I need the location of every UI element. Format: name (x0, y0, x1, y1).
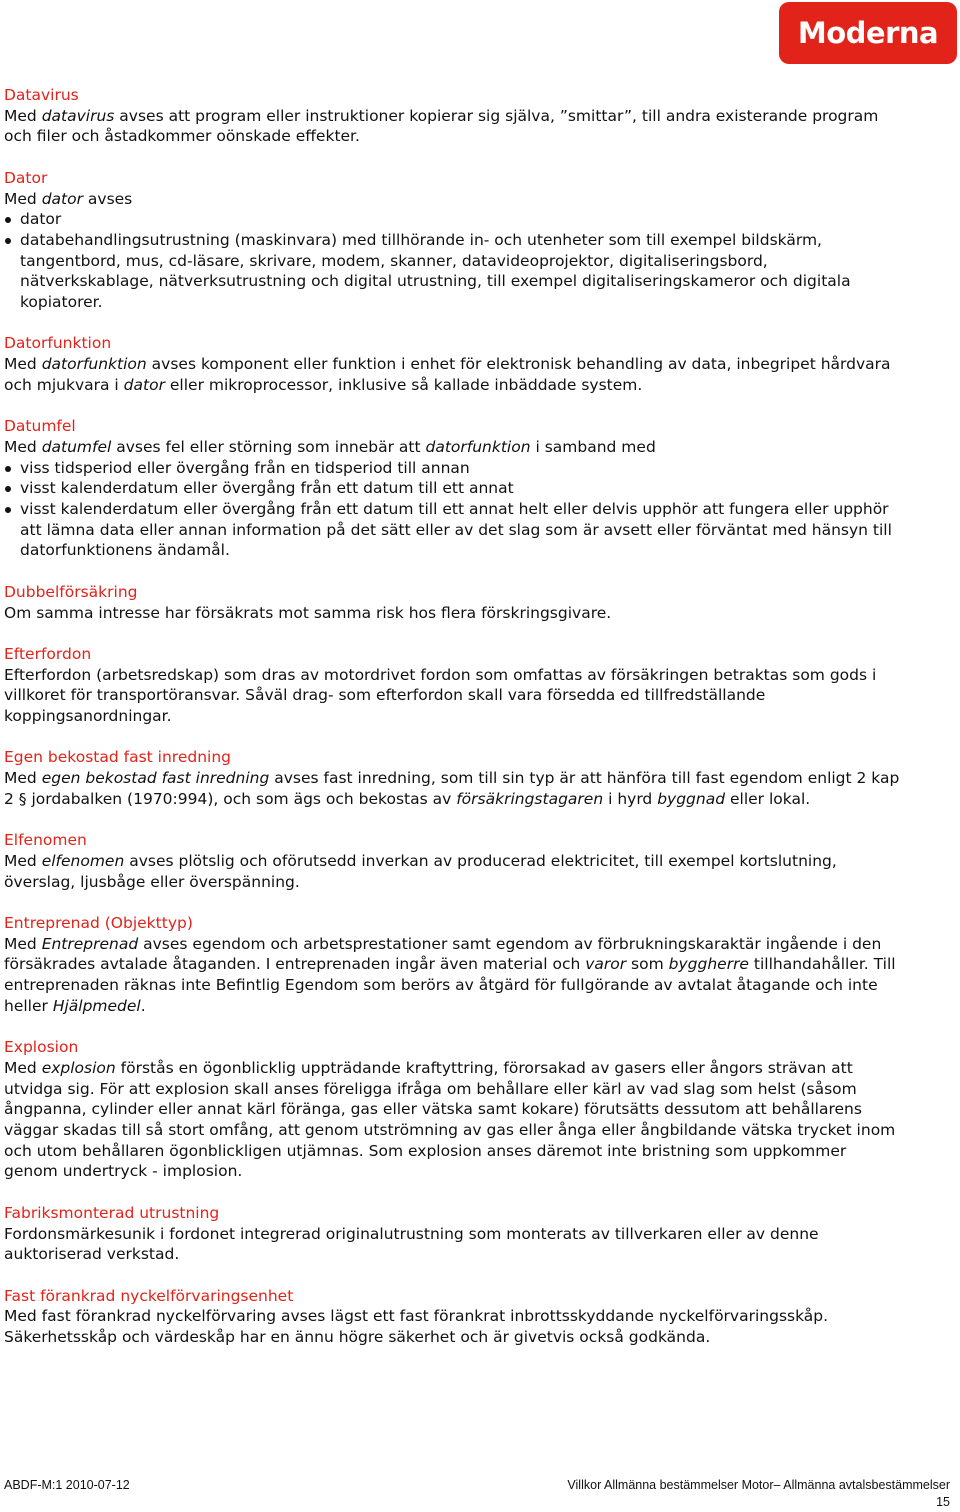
text-run: tillhandahåller. Till entreprenaden räknas inte Befintlig Egendom som berörs av åtgärd för fullgörande av avtalat åtagande och inte heller (4, 955, 896, 1015)
text-run: eller lokal. (725, 789, 811, 808)
defined-term-reference: elfenomen (41, 851, 125, 870)
definition-text (4, 768, 904, 809)
defined-term-reference: dator (123, 375, 165, 394)
text-run: Med (4, 769, 42, 788)
defined-term-reference: varor (585, 955, 627, 974)
defined-term-reference: explosion (41, 1058, 116, 1077)
definition-text (4, 1306, 904, 1347)
text-run: avses (82, 189, 133, 208)
moderna-logo (779, 2, 957, 64)
defined-term-reference: datorfunktion (425, 437, 531, 456)
text-run: avses komponent eller funktion i enhet för elektronisk behandling av data, inbegripet hårdvara och mjukvara i (4, 355, 891, 394)
text-run: Med (4, 437, 42, 456)
definition-section (4, 747, 904, 809)
defined-term-reference: byggnad (657, 789, 726, 808)
text-run: Med (4, 355, 42, 374)
bullet-item: dator (4, 209, 904, 230)
definition-text (4, 934, 904, 1017)
definition-term: Dator (4, 168, 48, 187)
defined-term-reference: egen bekostad fast inredning (41, 769, 270, 788)
definition-term: Fast förankrad nyckelförvaringsenhet (4, 1286, 294, 1305)
footer-document-title: Villkor Allmänna bestämmelser Motor– Allmänna avtalsbestämmelser (567, 1478, 950, 1492)
text-run: Om samma intresse har försäkrats mot samma risk hos flera förskringsgivare. (4, 603, 612, 622)
bullet-item: visst kalenderdatum eller övergång från ett datum till ett annat (4, 478, 904, 499)
bullet-item: visst kalenderdatum eller övergång från ett datum till ett annat helt eller delvis upphör att fungera eller upphör att lämna data eller annan information på det sätt eller av det slag som är avsett eller förväntat med hänsyn till datorfunktionens ändamål. (4, 499, 904, 561)
footer-document-id: ABDF-M:1 2010-07-12 (4, 1478, 130, 1492)
text-run: Med (4, 106, 42, 125)
text-run: avses fast inredning, som till sin typ är att hänföra till fast egendom enligt 2 kap 2 § jordabalken (1970:994), och som ägs och bekostas av (4, 769, 900, 808)
bullet-list (4, 209, 904, 313)
definition-section (4, 1037, 904, 1182)
text-run: Med (4, 1058, 42, 1077)
text-run: i hyrd (603, 789, 658, 808)
text-run: avses fel eller störning som innebär att (111, 437, 426, 456)
definition-text (4, 1224, 904, 1265)
text-run: Med (4, 934, 42, 953)
definition-section (4, 1203, 904, 1265)
text-run: som (626, 955, 669, 974)
definition-text (4, 603, 904, 624)
definition-term: Datorfunktion (4, 334, 112, 353)
definition-section (4, 830, 904, 892)
definition-term: Fabriksmonterad utrustning (4, 1203, 220, 1222)
text-run: förstås en ögonblicklig uppträdande kraftyttring, förorsakad av gasers eller ångors strävan att utvidga sig. För att explosion skall anses föreligga ifråga om behållare eller kärl av vad slag som helst (såsom ångpanna, cylinder eller annat kärl föränga, gas eller vätska samt kokare) förutsätts dessutom att behållarens väggar skadas till så stort omfång, att genom utströmning av gas eller ånga eller ångbildande vätska trycket inom och utom behållaren ögonblickligen utjämnas. Som explosion anses däremot inte bristning som uppkommer genom undertryck - implosion. (4, 1058, 896, 1181)
definitions-list (4, 85, 904, 1368)
definition-text (4, 665, 904, 727)
definition-term: Dubbelförsäkring (4, 582, 138, 601)
definition-section (4, 582, 904, 623)
definition-section (4, 1286, 904, 1348)
text-run: eller mikroprocessor, inklusive så kallade inbäddade system. (164, 375, 643, 394)
definition-term: Explosion (4, 1038, 79, 1057)
definition-term: Elfenomen (4, 831, 87, 850)
definition-section (4, 168, 904, 313)
text-run: avses att program eller instruktioner kopierar sig själva, ”smittar”, till andra existerande program och filer och åstadkommer oönskade effekter. (4, 106, 879, 146)
text-run: . (140, 996, 146, 1015)
definition-text (4, 354, 904, 395)
defined-term-reference: datumfel (41, 437, 112, 456)
bullet-list (4, 458, 904, 562)
text-run: avses egendom och arbetsprestationer samt egendom av förbrukningskaraktär ingående i den försäkrades avtalade åtaganden. I entreprenaden ingår även material och (4, 934, 882, 974)
logo-text: Moderna (797, 16, 939, 50)
definition-term: Datavirus (4, 86, 79, 104)
definition-text (4, 189, 904, 210)
definition-section (4, 913, 904, 1017)
definition-section (4, 416, 904, 561)
defined-term-reference: byggherre (668, 955, 749, 974)
text-run: Med (4, 189, 42, 208)
defined-term-reference: försäkringstagaren (456, 789, 604, 808)
defined-term-reference: dator (41, 189, 83, 208)
defined-term-reference: Entreprenad (41, 934, 139, 953)
definition-term: Datumfel (4, 417, 76, 436)
text-run: Med (4, 851, 42, 870)
text-run: Med fast förankrad nyckelförvaring avses lägst ett fast förankrat inbrottsskyddande nyckelförvaringsskåp. Säkerhetsskåp och värdeskåp har en ännu högre säkerhet och är givetvis också godkända. (4, 1307, 829, 1347)
definition-term: Egen bekostad fast inredning (4, 748, 231, 767)
page-number: 15 (936, 1495, 950, 1509)
bullet-item: databehandlingsutrustning (maskinvara) med tillhörande in- och utenheter som till exempel bildskärm, tangentbord, mus, cd-läsare, skrivare, modem, skanner, datavideoprojektor, digitaliseringsbord, nätverkskablage, nätverksutrustning och digital utrustning, till exempel digitaliseringskameror och digitala kopiatorer. (4, 230, 904, 313)
text-run: avses plötslig och oförutsedd inverkan av producerad elektricitet, till exempel kortslutning, överslag, ljusbåge eller överspänning. (4, 851, 837, 891)
definition-section (4, 333, 904, 395)
text-run: i samband med (530, 437, 656, 456)
bullet-item: viss tidsperiod eller övergång från en tidsperiod till annan (4, 458, 904, 479)
definition-text (4, 851, 904, 892)
definition-text (4, 106, 904, 147)
text-run: Fordonsmärkesunik i fordonet integrerad originalutrustning som monterats av tillverkaren eller av denne auktoriserad verkstad. (4, 1224, 819, 1264)
definition-section (4, 85, 904, 147)
definition-text (4, 437, 904, 458)
defined-term-reference: Hjälpmedel (52, 996, 141, 1015)
defined-term-reference: datorfunktion (41, 355, 147, 374)
definition-text (4, 1058, 904, 1182)
definition-term: Entreprenad (Objekttyp) (4, 914, 193, 932)
definition-section (4, 644, 904, 727)
definition-term: Efterfordon (4, 644, 92, 663)
defined-term-reference: datavirus (41, 106, 115, 125)
text-run: Efterfordon (arbetsredskap) som dras av motordrivet fordon som omfattas av försäkringen betraktas som gods i villkoret för transportöransvar. Såväl drag- som efterfordon skall vara försedda ed tillfredställande koppingsanordningar. (4, 665, 877, 726)
